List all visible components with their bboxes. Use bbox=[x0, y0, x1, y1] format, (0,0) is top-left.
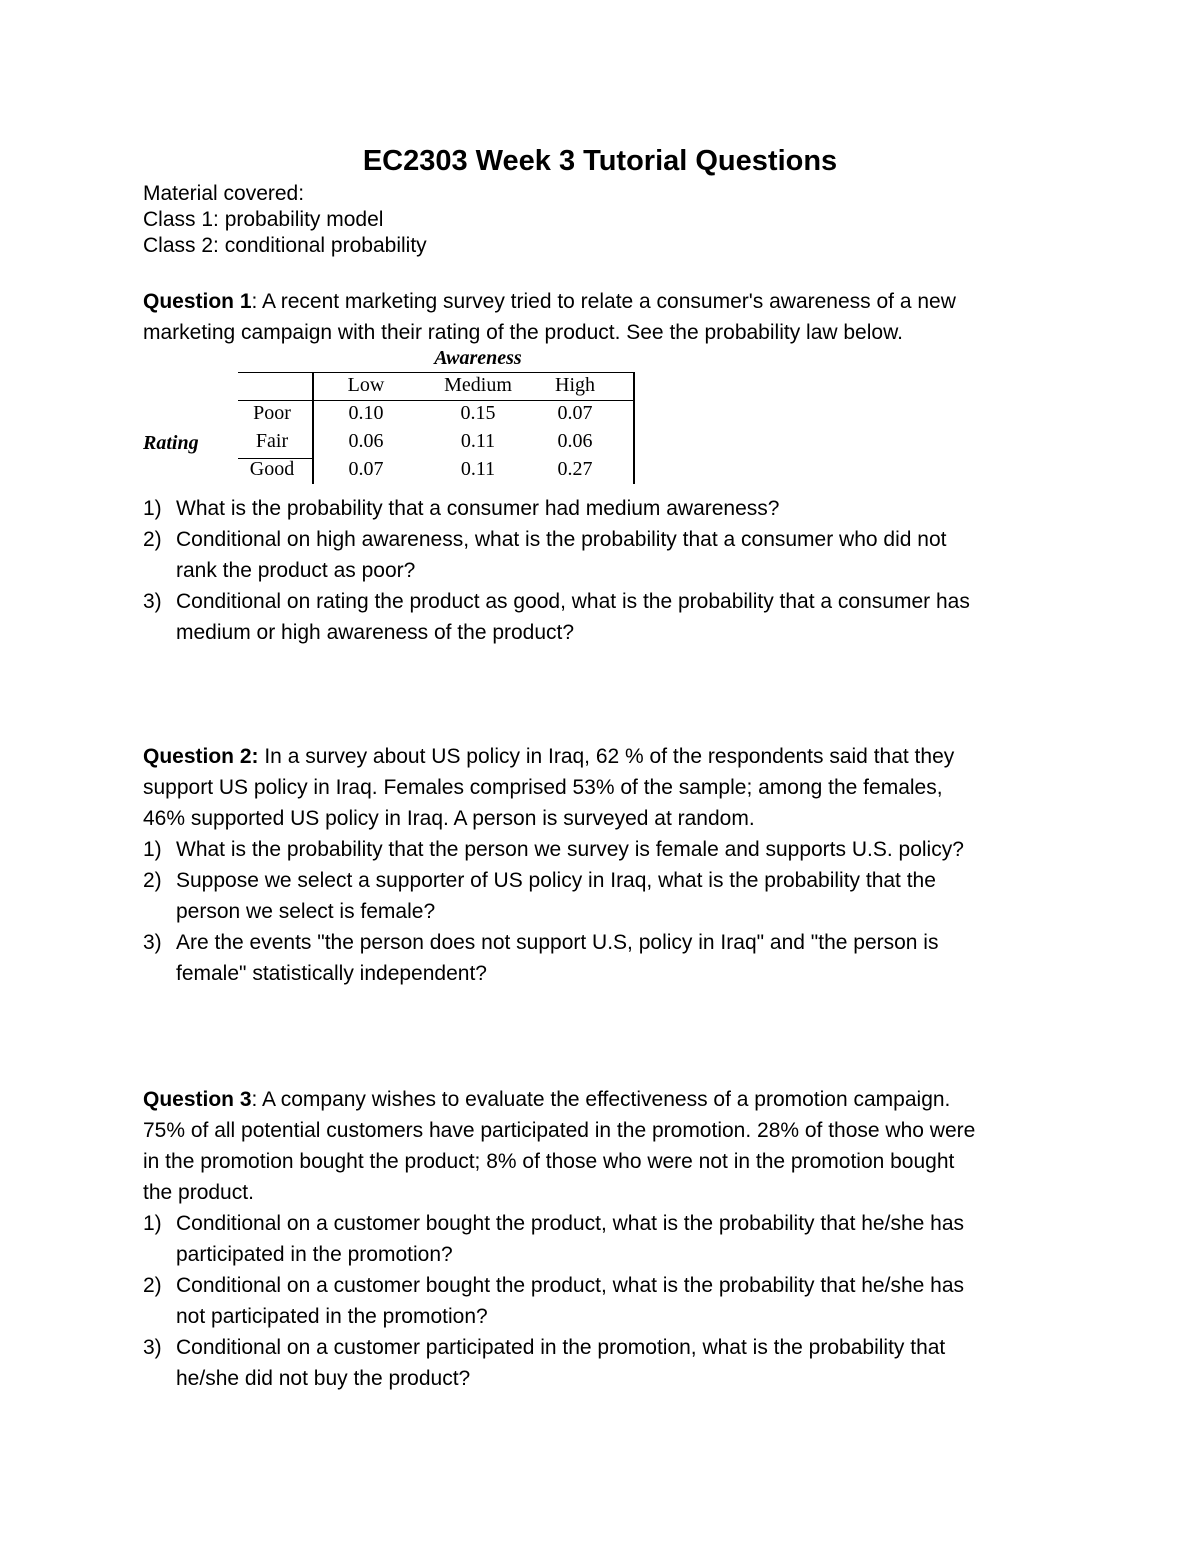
q2-intro-line2: support US policy in Iraq. Females comprised 53% of the sample; among the females, bbox=[143, 776, 943, 799]
q3-intro-line2: 75% of all potential customers have participated in the promotion. 28% of those who were bbox=[143, 1119, 976, 1142]
q1-item-number: 2) bbox=[143, 528, 162, 551]
q1-text1: : A recent marketing survey tried to relate a consumer's awareness of a new bbox=[251, 290, 956, 313]
q3-item-number: 2) bbox=[143, 1274, 162, 1297]
table-cell: 0.07 bbox=[348, 458, 384, 480]
table-row-label: Poor bbox=[253, 402, 291, 424]
q1-item-number: 3) bbox=[143, 590, 162, 613]
material-class2: Class 2: conditional probability bbox=[143, 234, 427, 257]
q1-item-1: What is the probability that a consumer had medium awareness? bbox=[176, 497, 780, 520]
q1-label: Question 1 bbox=[143, 290, 252, 313]
q2-item-2-line1: Suppose we select a supporter of US policy in Iraq, what is the probability that the bbox=[176, 869, 936, 892]
q2-item-1: What is the probability that the person we survey is female and supports U.S. policy? bbox=[176, 838, 964, 861]
q1-item-2-line2: rank the product as poor? bbox=[176, 559, 416, 582]
page-title: EC2303 Week 3 Tutorial Questions bbox=[362, 145, 838, 177]
q1-item-number: 1) bbox=[143, 497, 162, 520]
table-row-label: Fair bbox=[255, 430, 289, 452]
q1-intro-line1 bbox=[143, 286, 1063, 317]
table-header-rule bbox=[238, 400, 634, 401]
q1-intro-line2: marketing campaign with their rating of the product. See the probability law below. bbox=[143, 321, 903, 344]
q2-text1: In a survey about US policy in Iraq, 62 % of the respondents said that they bbox=[258, 745, 955, 768]
q3-intro-line3: in the promotion bought the product; 8% of those who were not in the promotion bought bbox=[143, 1150, 955, 1173]
table-col-header: Low bbox=[347, 374, 385, 396]
q2-item-3-line1: Are the events "the person does not support U.S, policy in Iraq" and "the person is bbox=[176, 931, 939, 954]
q1-item-2-line1: Conditional on high awareness, what is the probability that a consumer who did not bbox=[176, 528, 947, 551]
q3-item-3-line2: he/she did not buy the product? bbox=[176, 1367, 471, 1390]
q3-item-number: 1) bbox=[143, 1212, 162, 1235]
q2-label: Question 2: bbox=[143, 745, 259, 768]
q1-item-3-line1: Conditional on rating the product as good, what is the probability that a consumer has bbox=[176, 590, 970, 613]
q2-item-number: 3) bbox=[143, 931, 162, 954]
table-cell: 0.11 bbox=[460, 458, 496, 480]
table-cell: 0.15 bbox=[460, 402, 496, 424]
table-cell: 0.07 bbox=[557, 402, 593, 424]
q3-item-1-line1: Conditional on a customer bought the product, what is the probability that he/she has bbox=[176, 1212, 964, 1235]
q3-intro-line1 bbox=[143, 1084, 1063, 1115]
table-cell: 0.06 bbox=[348, 430, 384, 452]
table-left-divider bbox=[312, 372, 314, 484]
q3-item-3-line1: Conditional on a customer participated in the promotion, what is the probability that bbox=[176, 1336, 946, 1359]
table-col-group: Awareness bbox=[434, 347, 522, 369]
table-cell: 0.06 bbox=[557, 430, 593, 452]
material-heading: Material covered: bbox=[143, 182, 305, 205]
q3-label: Question 3 bbox=[143, 1088, 252, 1111]
table-right-border bbox=[633, 372, 635, 484]
q2-item-3-line2: female" statistically independent? bbox=[176, 962, 487, 985]
q2-item-number: 2) bbox=[143, 869, 162, 892]
table-cell: 0.27 bbox=[557, 458, 593, 480]
q2-intro-line1 bbox=[143, 741, 1063, 772]
material-class1: Class 1: probability model bbox=[143, 208, 384, 231]
q3-item-1-line2: participated in the promotion? bbox=[176, 1243, 453, 1266]
q3-text1: : A company wishes to evaluate the effectiveness of a promotion campaign. bbox=[251, 1088, 951, 1111]
q3-item-number: 3) bbox=[143, 1336, 162, 1359]
table-cell: 0.11 bbox=[460, 430, 496, 452]
q2-item-2-line2: person we select is female? bbox=[176, 900, 436, 923]
table-row-group: Rating bbox=[143, 432, 199, 454]
q2-intro-line3: 46% supported US policy in Iraq. A person is surveyed at random. bbox=[143, 807, 755, 830]
q3-item-2-line1: Conditional on a customer bought the product, what is the probability that he/she has bbox=[176, 1274, 964, 1297]
table-cell: 0.10 bbox=[348, 402, 384, 424]
table-top-rule bbox=[238, 372, 634, 373]
table-col-header: Medium bbox=[444, 374, 512, 396]
q2-item-number: 1) bbox=[143, 838, 162, 861]
table-row-label: Good bbox=[249, 458, 295, 480]
table-col-header: High bbox=[555, 374, 595, 396]
q1-item-3-line2: medium or high awareness of the product? bbox=[176, 621, 575, 644]
q3-intro-line4: the product. bbox=[143, 1181, 254, 1204]
q3-item-2-line2: not participated in the promotion? bbox=[176, 1305, 488, 1328]
